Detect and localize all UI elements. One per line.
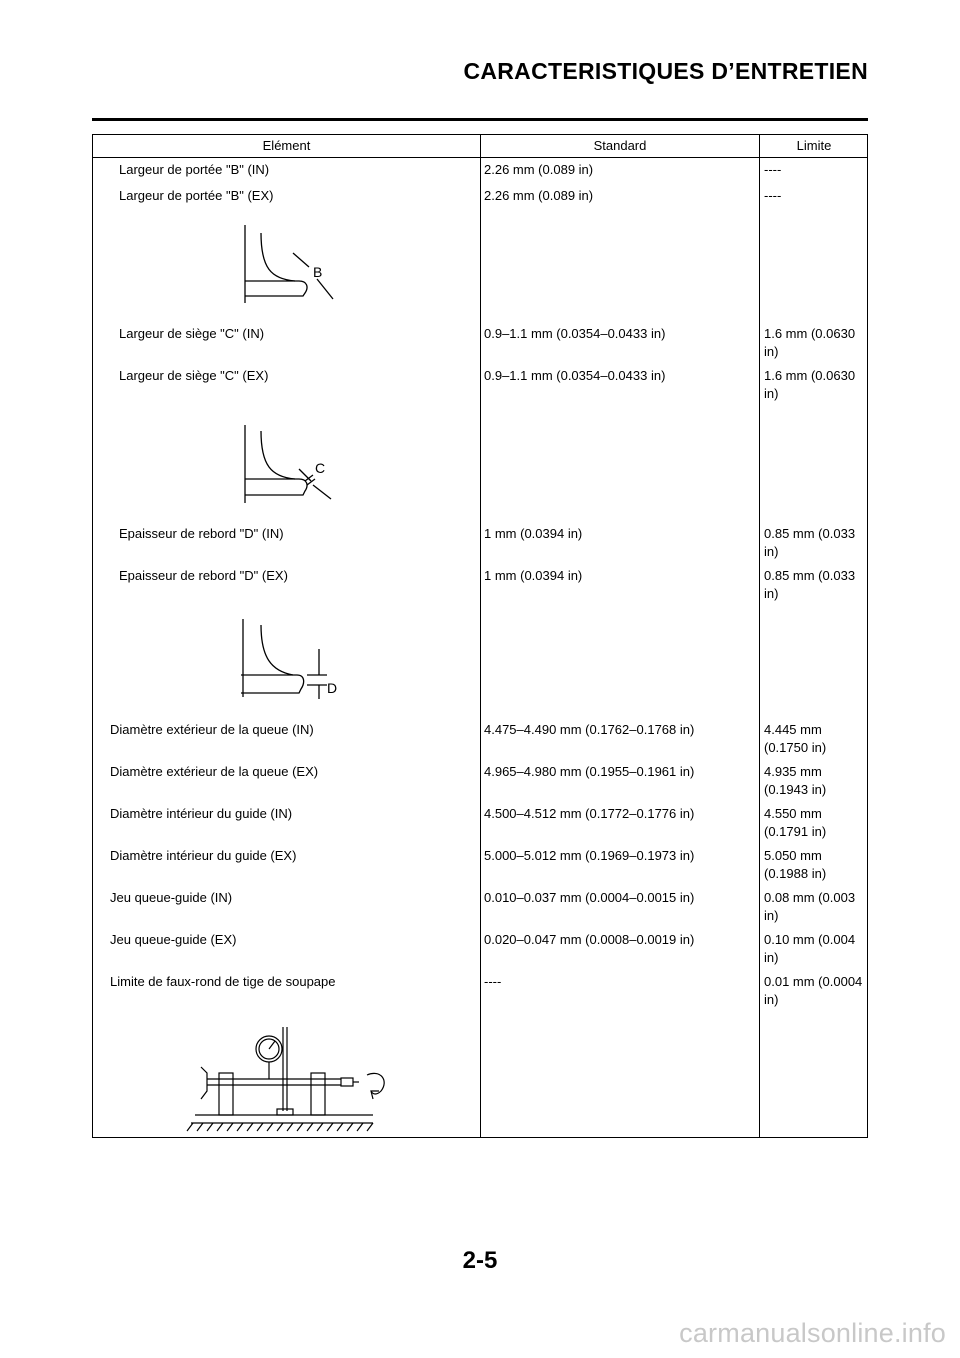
figure-label-c: C	[315, 460, 326, 476]
figure-label-b: B	[313, 264, 323, 280]
row-standard: 0.9–1.1 mm (0.0354–0.0433 in)	[484, 326, 666, 341]
valve-margin-thickness-figure	[231, 617, 361, 707]
row-standard: 4.500–4.512 mm (0.1772–0.1776 in)	[484, 806, 695, 821]
title-rule	[92, 118, 868, 121]
row-element: Limite de faux-rond de tige de soupape	[110, 974, 336, 989]
row-element: Jeu queue-guide (IN)	[110, 890, 233, 905]
row-standard: 0.010–0.037 mm (0.0004–0.0015 in)	[484, 890, 695, 905]
row-limit: 5.050 mm (0.1988 in)	[764, 848, 827, 881]
row-standard: ----	[484, 974, 502, 989]
row-element: Largeur de portée "B" (EX)	[119, 188, 274, 203]
header-standard: Standard	[593, 138, 647, 153]
row-limit: 0.85 mm (0.033 in)	[764, 526, 856, 559]
row-element: Diamètre intérieur du guide (IN)	[110, 806, 293, 821]
row-element: Diamètre extérieur de la queue (EX)	[110, 764, 319, 779]
header-element: Elément	[262, 138, 311, 153]
figure-label-d: D	[327, 680, 338, 696]
row-limit: 0.10 mm (0.004 in)	[764, 932, 856, 965]
row-standard: 0.020–0.047 mm (0.0008–0.0019 in)	[484, 932, 695, 947]
column-divider	[480, 135, 481, 1137]
row-limit: ----	[764, 188, 782, 203]
row-standard: 2.26 mm (0.089 in)	[484, 162, 594, 177]
watermark: carmanualsonline.info	[679, 1318, 946, 1348]
valve-seat-width-figure	[233, 423, 353, 513]
row-element: Jeu queue-guide (EX)	[110, 932, 237, 947]
row-limit: ----	[764, 162, 782, 177]
row-element: Largeur de siège "C" (EX)	[119, 368, 269, 383]
valve-seat-contact-width-figure	[233, 223, 353, 313]
row-standard: 4.475–4.490 mm (0.1762–0.1768 in)	[484, 722, 695, 737]
row-element: Largeur de siège "C" (IN)	[119, 326, 265, 341]
row-limit: 4.935 mm (0.1943 in)	[764, 764, 827, 797]
row-limit: 1.6 mm (0.0630 in)	[764, 368, 856, 401]
row-standard: 5.000–5.012 mm (0.1969–0.1973 in)	[484, 848, 695, 863]
table-header-row	[93, 135, 867, 158]
row-standard: 4.965–4.980 mm (0.1955–0.1961 in)	[484, 764, 695, 779]
row-element: Epaisseur de rebord "D" (IN)	[119, 526, 284, 541]
row-limit: 4.445 mm (0.1750 in)	[764, 722, 827, 755]
row-element: Epaisseur de rebord "D" (EX)	[119, 568, 288, 583]
row-element: Diamètre extérieur de la queue (IN)	[110, 722, 314, 737]
row-standard: 2.26 mm (0.089 in)	[484, 188, 594, 203]
valve-stem-runout-figure	[183, 1019, 403, 1135]
spec-table	[92, 134, 868, 1138]
row-limit: 0.01 mm (0.0004 in)	[764, 974, 863, 1007]
row-limit: 0.08 mm (0.003 in)	[764, 890, 856, 923]
header-limit: Limite	[796, 138, 832, 153]
row-limit: 4.550 mm (0.1791 in)	[764, 806, 827, 839]
page-title: CARACTERISTIQUES D’ENTRETIEN	[463, 58, 868, 84]
row-standard: 1 mm (0.0394 in)	[484, 568, 583, 583]
page-number: 2-5	[462, 1247, 498, 1274]
column-divider	[759, 135, 760, 1137]
row-standard: 1 mm (0.0394 in)	[484, 526, 583, 541]
row-limit: 0.85 mm (0.033 in)	[764, 568, 856, 601]
row-limit: 1.6 mm (0.0630 in)	[764, 326, 856, 359]
row-element: Diamètre intérieur du guide (EX)	[110, 848, 297, 863]
row-standard: 0.9–1.1 mm (0.0354–0.0433 in)	[484, 368, 666, 383]
row-element: Largeur de portée "B" (IN)	[119, 162, 270, 177]
